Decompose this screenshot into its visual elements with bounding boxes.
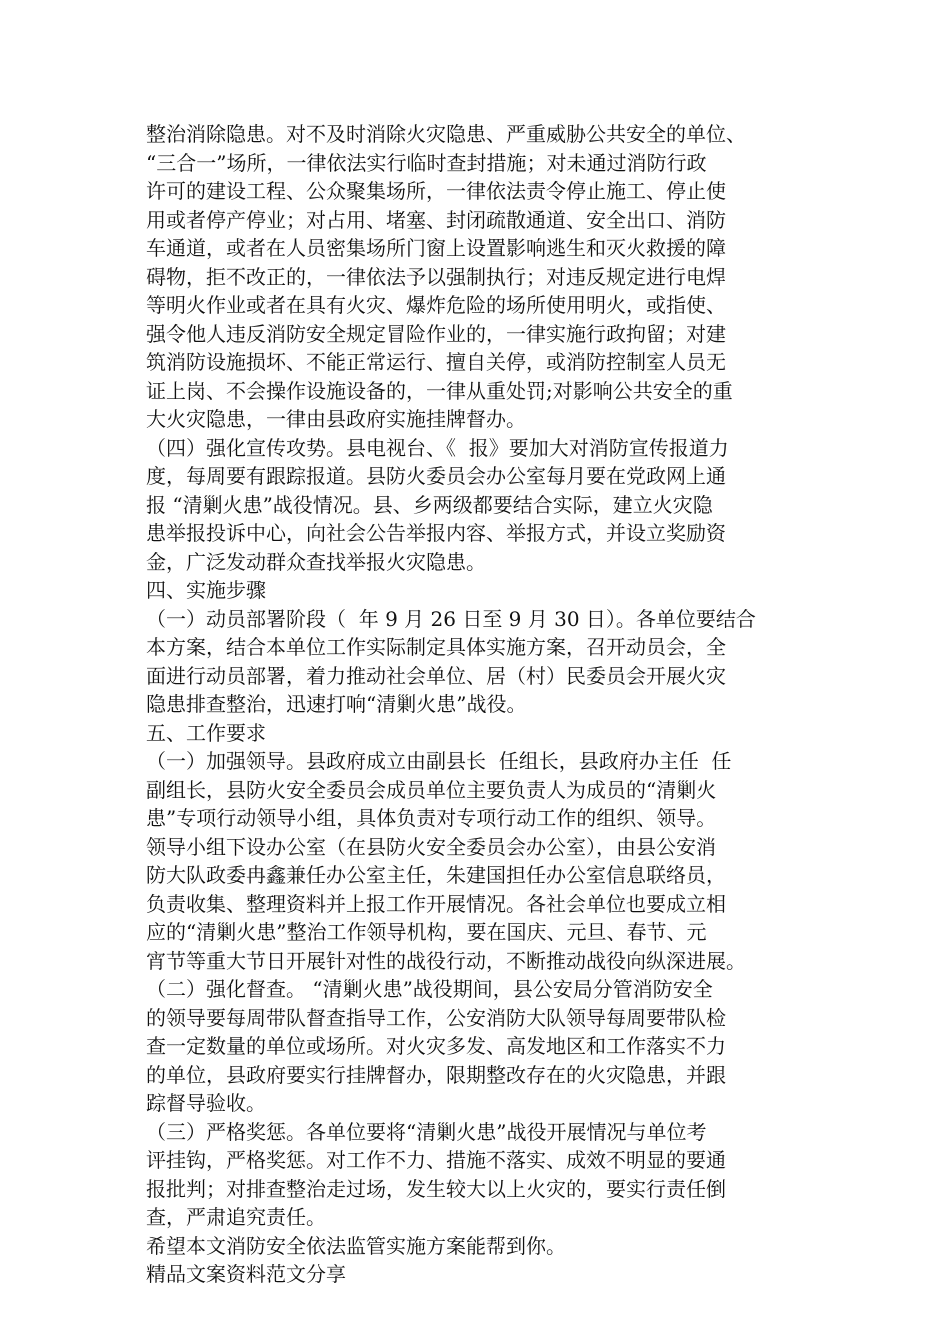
text-line: 应的“清剿火患”整治工作领导机构，要在国庆、元旦、春节、元 xyxy=(146,920,707,944)
text-line: 领导小组下设办公室（在县防火安全委员会办公室），由县公安消 xyxy=(146,834,716,859)
text-line: 查，严肃追究责任。 xyxy=(146,1205,326,1229)
text-line: 用或者停产停业；对占用、堵塞、封闭疏散通道、安全出口、消防 xyxy=(146,207,726,232)
text-line: 负责收集、整理资料并上报工作开展情况。各社会单位也要成立相 xyxy=(146,891,726,916)
text-line: 金，广泛发动群众查找举报火灾隐患。 xyxy=(146,549,486,574)
text-line: 评挂钩，严格奖惩。对工作不力、措施不落实、成效不明显的要通 xyxy=(146,1148,726,1172)
text-line: （三）严格奖惩。各单位要将“清剿火患”战役开展情况与单位考 xyxy=(146,1119,707,1144)
text-line: 查一定数量的单位或场所。对火灾多发、高发地区和工作落实不力 xyxy=(146,1034,726,1058)
text-line: 患”专项行动领导小组，具体负责对专项行动工作的组织、领导。 xyxy=(146,806,717,830)
text-line: 报批判；对排查整治走过场，发生较大以上火灾的，要实行责任倒 xyxy=(146,1176,726,1201)
text-line: 筑消防设施损坏、不能正常运行、擅自关停，或消防控制室人员无 xyxy=(146,350,726,374)
text-line: 报 “清剿火患”战役情况。县、乡两级都要结合实际，建立火灾隐 xyxy=(146,492,713,517)
text-line: 宵节等重大节日开展针对性的战役行动，不断推动战役向纵深进展。 xyxy=(146,948,746,973)
text-line: 患举报投诉中心，向社会公告举报内容、举报方式，并设立奖励资 xyxy=(146,521,726,545)
text-line: 防大队政委冉鑫兼任办公室主任，朱建国担任办公室信息联络员， xyxy=(146,863,726,887)
text-line: “三合一”场所，一律依法实行临时查封措施；对未通过消防行政 xyxy=(146,150,707,175)
document-body xyxy=(146,120,812,1289)
text-line: 证上岗、不会操作设施设备的，一律从重处罚;对影响公共安全的重 xyxy=(146,378,733,403)
text-line: 等明火作业或者在具有火灾、爆炸危险的场所使用明火，或指使、 xyxy=(146,293,726,317)
text-line: 的领导要每周带队督查指导工作，公安消防大队领导每周要带队检 xyxy=(146,1005,726,1030)
text-line: 大火灾隐患，一律由县政府实施挂牌督办。 xyxy=(146,407,526,431)
text-line: 副组长，县防火安全委员会成员单位主要负责人为成员的“清剿火 xyxy=(146,777,717,802)
text-line: 整治消除隐患。对不及时消除火灾隐患、严重威胁公共安全的单位、 xyxy=(146,122,746,146)
text-line: （二）强化督查。 “清剿火患”战役期间，县公安局分管消防安全 xyxy=(146,977,713,1001)
text-line: 碍物，拒不改正的，一律依法予以强制执行；对违反规定进行电焊 xyxy=(146,264,726,289)
text-line: 精品文案资料范文分享 xyxy=(146,1262,346,1286)
text-line: （四）强化宣传攻势。县电视台、《 报》要加大对消防宣传报道力 xyxy=(146,435,729,460)
text-line: 度，每周要有跟踪报道。县防火委员会办公室每月要在党政网上通 xyxy=(146,464,726,488)
text-line: 踪督导验收。 xyxy=(146,1091,266,1115)
text-line: （一）加强领导。县政府成立由副县长 任组长，县政府办主任 任 xyxy=(146,749,732,773)
text-line: 许可的建设工程、公众聚集场所，一律依法责令停止施工、停止使 xyxy=(146,179,726,203)
text-line: 面进行动员部署，着力推动社会单位、居（村）民委员会开展火灾 xyxy=(146,663,726,688)
text-line: 本方案，结合本单位工作实际制定具体实施方案，召开动员会，全 xyxy=(146,635,726,659)
text-line: 车通道，或者在人员密集场所门窗上设置影响逃生和灭火救援的障 xyxy=(146,236,726,260)
text-line: 的单位，县政府要实行挂牌督办，限期整改存在的火灾隐患，并跟 xyxy=(146,1062,726,1087)
text-line: （一）动员部署阶段（ 年 9 月 26 日至 9 月 30 日）。各单位要结合 xyxy=(146,606,756,631)
text-line: 强令他人违反消防安全规定冒险作业的，一律实施行政拘留；对建 xyxy=(146,321,726,346)
text-line: 四、实施步骤 xyxy=(146,578,266,602)
text-line: 希望本文消防安全依法监管实施方案能帮到你。 xyxy=(146,1233,566,1258)
text-line: 隐患排查整治，迅速打响“清剿火患”战役。 xyxy=(146,692,527,716)
text-line: 五、工作要求 xyxy=(146,720,266,745)
